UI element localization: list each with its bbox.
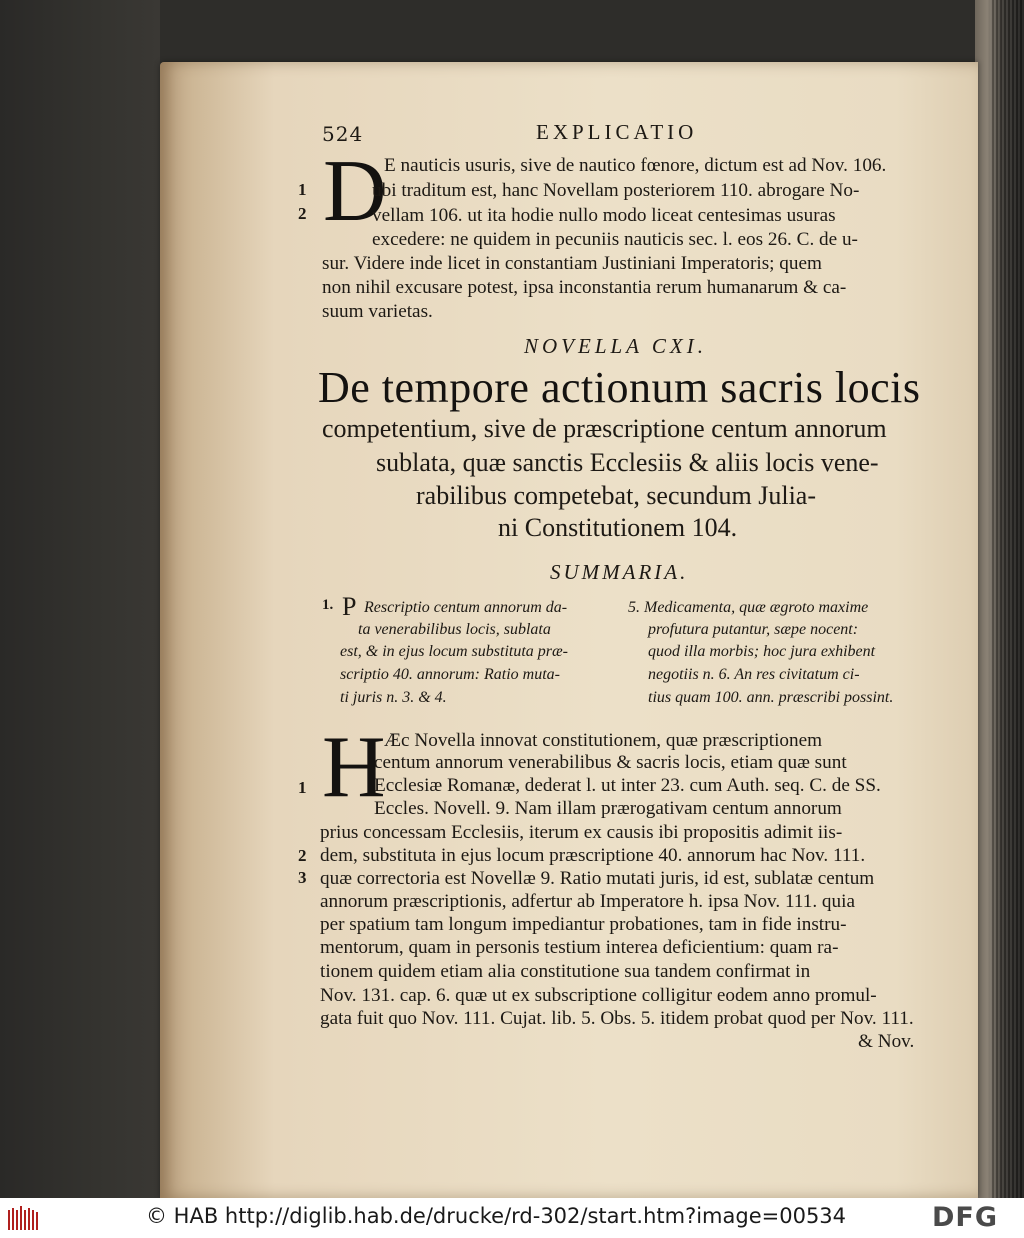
summary-initial: P: [342, 592, 357, 621]
novella-subtitle-line: ni Constitutionem 104.: [498, 513, 738, 542]
running-title: EXPLICATIO: [536, 120, 698, 144]
text-line: mentorum, quam in personis testium interea deficientium: quam ra-: [320, 937, 839, 958]
summary-line: quod illa morbis; hoc jura exhibent: [648, 643, 876, 660]
text-line: non nihil excusare potest, ipsa inconstantia rerum humanarum & ca-: [322, 277, 847, 298]
text-line: E nauticis usuris, sive de nautico fœnore, dictum est ad Nov. 106.: [384, 155, 887, 176]
summary-line: ta venerabilibus locis, sublata: [358, 621, 551, 638]
text-line: annorum præscriptionis, adfertur ab Imperatore h. ipsa Nov. 111. quia: [320, 891, 855, 912]
text-line: centum annorum venerabilibus & sacris locis, etiam quæ sunt: [374, 752, 847, 773]
text-line: Ecclesiæ Romanæ, dederat l. ut inter 23. cum Auth. seq. C. de SS.: [374, 775, 881, 796]
text-line: quæ correctoria est Novellæ 9. Ratio mutati juris, id est, sublatæ centum: [320, 868, 875, 889]
page-stack-edge: [990, 0, 1024, 1198]
summary-line: est, & in ejus locum substituta præ-: [340, 643, 568, 660]
summary-line: ti juris n. 3. & 4.: [340, 689, 447, 706]
novella-subtitle-line: sublata, quæ sanctis Ecclesiis & aliis locis vene-: [376, 448, 879, 477]
margin-number: 1: [298, 180, 307, 199]
margin-number: 3: [298, 868, 307, 887]
summary-line: scriptio 40. annorum: Ratio muta-: [340, 666, 560, 683]
summaria-heading: SUMMARIA.: [550, 560, 689, 584]
text-line: dem, substituta in ejus locum præscriptione 40. annorum hac Nov. 111.: [320, 845, 866, 866]
novella-subtitle-line: rabilibus competebat, secundum Julia-: [416, 481, 817, 510]
text-line: prius concessam Ecclesiis, iterum ex causis ibi propositis adimit iis-: [320, 822, 843, 843]
text-line: vellam 106. ut ita hodie nullo modo liceat centesimas usuras: [372, 205, 836, 226]
text-line: gata fuit quo Nov. 111. Cujat. lib. 5. Obs. 5. itidem probat quod per Nov. 111.: [320, 1008, 914, 1029]
scanner-background-left: [0, 0, 160, 1198]
novella-subtitle-line: competentium, sive de præscriptione centum annorum: [322, 414, 887, 443]
text-line: tionem quidem etiam alia constitutione sua tandem confirmat in: [320, 961, 811, 982]
viewer-footer: [0, 1198, 1024, 1238]
text-line: Nov. 131. cap. 6. quæ ut ex subscriptione colligitur eodem anno promul-: [320, 985, 877, 1006]
text-line: sur. Videre inde licet in constantiam Justiniani Imperatoris; quem: [322, 253, 822, 274]
text-line: per spatium tam longum impediantur probationes, tam in fide instru-: [320, 914, 847, 935]
drop-cap-h: H: [322, 719, 386, 816]
summary-number: 1.: [322, 597, 334, 613]
margin-number: 2: [298, 204, 307, 223]
summary-line: tius quam 100. ann. præscribi possint.: [648, 689, 894, 706]
summary-line: Rescriptio centum annorum da-: [364, 599, 568, 616]
text-line: suum varietas.: [322, 301, 433, 322]
text-line: ubi traditum est, hanc Novellam posteriorem 110. abrogare No-: [372, 180, 860, 201]
drop-cap-d: D: [323, 143, 387, 240]
text-line: excedere: ne quidem in pecuniis nauticis sec. l. eos 26. C. de u-: [372, 229, 858, 250]
page-number: 524: [322, 122, 364, 146]
hab-logo-icon: [8, 1206, 38, 1232]
summary-line: negotiis n. 6. An res civitatum ci-: [648, 666, 860, 683]
copyright-link[interactable]: © HAB http://diglib.hab.de/drucke/rd-302/start.htm?image=00534: [146, 1204, 847, 1228]
novella-title: De tempore actionum sacris locis: [318, 363, 921, 412]
text-line: Æc Novella innovat constitutionem, quæ præscriptionem: [384, 730, 823, 751]
catchword: & Nov.: [858, 1031, 915, 1052]
margin-number: 1: [298, 778, 307, 797]
dfg-logo: DFG: [932, 1202, 999, 1233]
summary-line: 5. Medicamenta, quæ ægroto maxime: [628, 599, 869, 616]
summary-line: profutura putantur, sæpe nocent:: [648, 621, 859, 638]
margin-number: 2: [298, 846, 307, 865]
text-line: Eccles. Novell. 9. Nam illam prærogativam centum annorum: [374, 798, 842, 819]
novella-heading: NOVELLA CXI.: [524, 334, 707, 358]
